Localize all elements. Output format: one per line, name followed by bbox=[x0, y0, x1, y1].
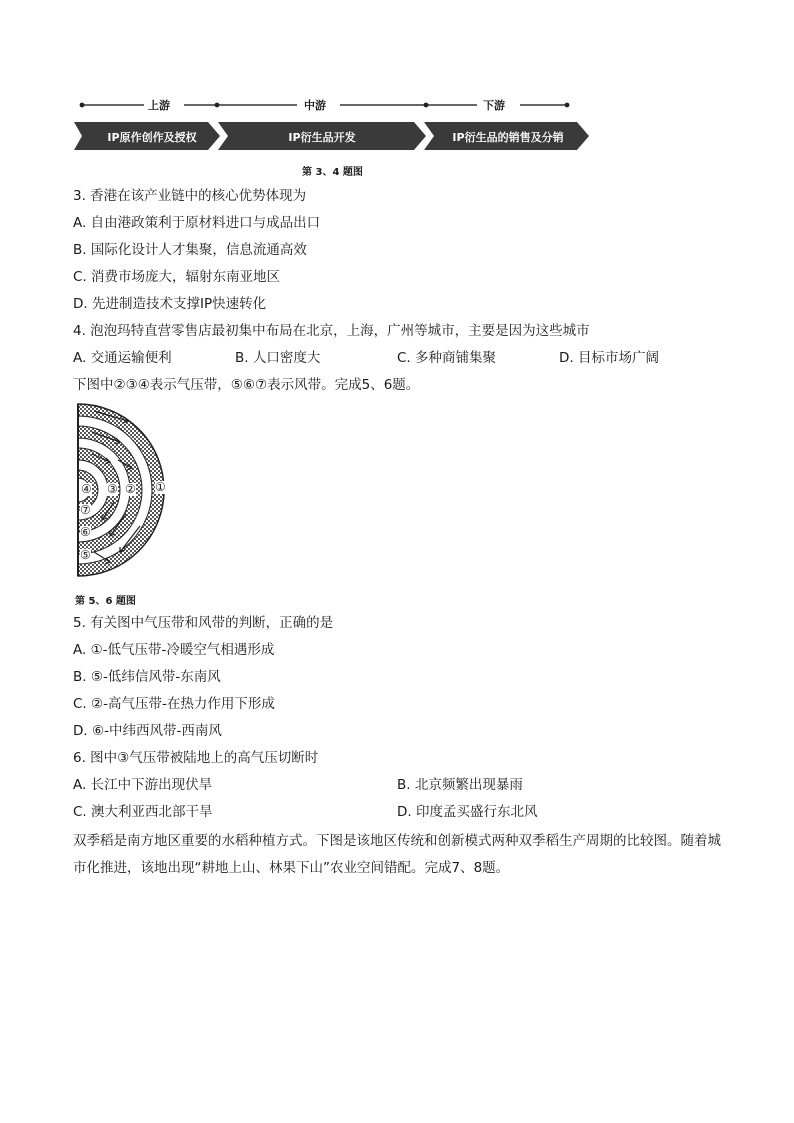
question-4-option-d: D. 目标市场广阔 bbox=[559, 350, 659, 366]
stage-downstream: 下游 bbox=[483, 99, 505, 112]
figure-caption-5-6: 第 5、6 题图 bbox=[75, 596, 136, 607]
question-5-option-b: B. ⑤-低纬信风带-东南风 bbox=[73, 669, 221, 685]
belt-label-3: ③ bbox=[107, 482, 118, 496]
question-6-stem: 6. 图中③气压带被陆地上的高气压切断时 bbox=[73, 750, 319, 766]
question-3-option-c: C. 消费市场庞大，辐射东南亚地区 bbox=[73, 269, 281, 285]
question-5-option-a: A. ①-低气压带-冷暖空气相遇形成 bbox=[73, 642, 275, 658]
chain-box-creation: IP原作创作及授权 bbox=[107, 131, 197, 144]
question-5-stem: 5. 有关图中气压带和风带的判断，正确的是 bbox=[73, 615, 334, 631]
question-4-stem: 4. 泡泡玛特直营零售店最初集中布局在北京，上海，广州等城市，主要是因为这些城市 bbox=[73, 323, 590, 339]
chain-box-sales: IP衍生品的销售及分销 bbox=[452, 131, 564, 144]
question-3-option-a: A. 自由港政策利于原材料进口与成品出口 bbox=[73, 215, 321, 231]
question-6-option-c: C. 澳大利亚西北部干旱 bbox=[73, 804, 213, 820]
question-3-stem: 3. 香港在该产业链中的核心优势体现为 bbox=[73, 188, 307, 204]
figure-caption-3-4: 第 3、4 题图 bbox=[302, 167, 363, 178]
intro-questions-7-8: 双季稻是南方地区重要的水稻种植方式。下图是该地区传统和创新模式两种双季稻生产周期的比较图。随着城市化推进，该地出现“耕地上山、林果下山”农业空间错配。完成7、8题。 bbox=[73, 833, 721, 876]
question-6-option-a: A. 长江中下游出现伏旱 bbox=[73, 777, 213, 793]
belt-label-1: ① bbox=[155, 480, 166, 494]
intro-questions-5-6: 下图中②③④表示气压带，⑤⑥⑦表示风带。完成5、6题。 bbox=[73, 377, 420, 393]
pressure-wind-belt-figure bbox=[74, 402, 174, 582]
question-5-option-c: C. ②-高气压带-在热力作用下形成 bbox=[73, 696, 275, 712]
question-4-option-a: A. 交通运输便利 bbox=[73, 350, 172, 366]
belt-label-4: ④ bbox=[81, 482, 92, 496]
question-3-option-d: D. 先进制造技术支撑IP快速转化 bbox=[73, 296, 267, 312]
belt-label-7: ⑦ bbox=[80, 503, 91, 517]
industry-chain-figure bbox=[72, 92, 592, 158]
belt-label-5: ⑤ bbox=[80, 548, 91, 562]
stage-midstream: 中游 bbox=[304, 99, 326, 112]
question-4-option-c: C. 多种商铺集聚 bbox=[397, 350, 497, 366]
question-6-option-d: D. 印度孟买盛行东北风 bbox=[397, 804, 538, 820]
question-6-option-b: B. 北京频繁出现暴雨 bbox=[397, 777, 523, 793]
chain-box-development: IP衍生品开发 bbox=[288, 131, 356, 144]
question-3-option-b: B. 国际化设计人才集聚，信息流通高效 bbox=[73, 242, 307, 258]
question-4-option-b: B. 人口密度大 bbox=[235, 350, 321, 366]
stage-upstream: 上游 bbox=[148, 99, 170, 112]
belt-label-2: ② bbox=[125, 482, 136, 496]
belt-label-6: ⑥ bbox=[80, 525, 91, 539]
question-5-option-d: D. ⑥-中纬西风带-西南风 bbox=[73, 723, 222, 739]
